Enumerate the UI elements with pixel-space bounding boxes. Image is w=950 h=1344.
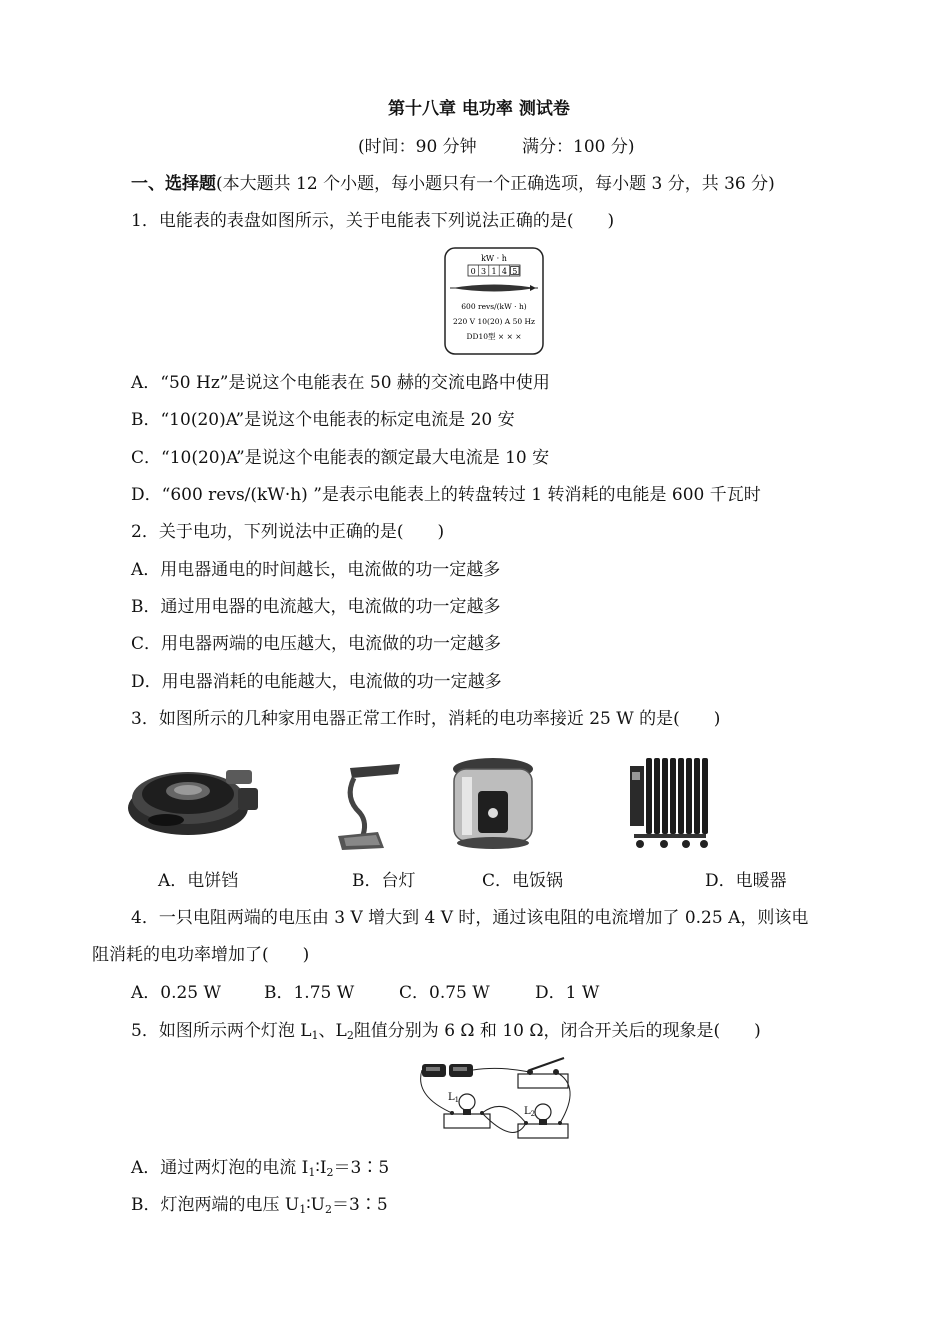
q2-stem: 2．关于电功，下列说法中正确的是( ) bbox=[131, 522, 445, 542]
q5-stem bbox=[131, 1020, 761, 1042]
q3-option-b: B．台灯 bbox=[352, 871, 416, 891]
q2-option-d: D．用电器消耗的电能越大，电流做的功一定越多 bbox=[131, 672, 502, 692]
q2-option-c: C．用电器两端的电压越大，电流做的功一定越多 bbox=[131, 634, 502, 654]
q1-stem: 1．电能表的表盘如图所示，关于电能表下列说法正确的是( ) bbox=[131, 211, 615, 231]
q5-option-b-part: ∶U bbox=[306, 1195, 325, 1215]
q3-option-a: A．电饼铛 bbox=[158, 871, 239, 891]
page-title: 第十八章 电功率 测试卷 bbox=[388, 99, 570, 119]
meter-digit: 0 bbox=[470, 267, 476, 276]
q5-stem-part: 阻值分别为 6 Ω 和 10 Ω，闭合开关后的现象是( ) bbox=[353, 1021, 761, 1041]
q4-option-d: D．1 W bbox=[535, 983, 600, 1003]
section-label: 一、选择题 bbox=[131, 174, 216, 194]
battery-icon bbox=[422, 1064, 473, 1077]
oil-heater-icon bbox=[628, 752, 713, 850]
meter-unit: kW · h bbox=[481, 254, 507, 263]
q2-option-b: B．通过用电器的电流越大，电流做的功一定越多 bbox=[131, 597, 501, 617]
q5-option-a-part: A．通过两灯泡的电流 I bbox=[131, 1158, 309, 1178]
q5-option-a-part: ∶I bbox=[315, 1158, 327, 1178]
meter-line3: DD10型 × × × bbox=[466, 332, 522, 341]
q5-subscript: 1 bbox=[299, 1203, 307, 1216]
lamp-l1-label: $L_1$ bbox=[448, 1092, 460, 1104]
q5-stem-part: 5．如图所示两个灯泡 L bbox=[131, 1021, 312, 1041]
pancake-maker-icon bbox=[126, 758, 261, 843]
q5-option-a bbox=[131, 1157, 389, 1179]
q5-option-a-part: ＝3∶5 bbox=[333, 1158, 390, 1178]
q3-stem: 3．如图所示的几种家用电器正常工作时，消耗的电功率接近 25 W 的是( ) bbox=[131, 709, 721, 729]
q4-stem-line2: 阻消耗的电功率增加了( ) bbox=[92, 945, 310, 965]
exam-score: 满分：100 分) bbox=[522, 137, 635, 157]
lamp-l2-label: $L_2$ bbox=[524, 1106, 536, 1118]
q5-option-b-part: ＝3∶5 bbox=[332, 1195, 388, 1215]
meter-digits bbox=[468, 265, 520, 276]
meter-line2: 220 V 10(20) A 50 Hz bbox=[452, 317, 536, 326]
q5-option-b-part: B．灯泡两端的电压 U bbox=[131, 1195, 300, 1215]
meter-digit: 5 bbox=[512, 267, 518, 276]
q2-option-a: A．用电器通电的时间越长，电流做的功一定越多 bbox=[131, 560, 501, 580]
section-heading bbox=[131, 173, 775, 195]
q4-option-c: C．0.75 W bbox=[399, 983, 490, 1003]
q3-option-d: D．电暖器 bbox=[705, 871, 787, 891]
electric-meter-figure bbox=[444, 247, 544, 355]
q4-option-b: B．1.75 W bbox=[264, 983, 355, 1003]
rice-cooker-icon bbox=[448, 755, 538, 855]
circuit-diagram bbox=[414, 1056, 582, 1144]
meter-line1: 600 revs/(kW · h) bbox=[461, 302, 527, 311]
q5-subscript: 1 bbox=[308, 1166, 316, 1179]
q5-subscript: 2 bbox=[346, 1029, 354, 1042]
meter-digit: 3 bbox=[481, 267, 487, 276]
exam-time: (时间：90 分钟 bbox=[358, 137, 477, 157]
q1-option-b: B．“10(20)A”是说这个电能表的标定电流是 20 安 bbox=[131, 410, 515, 430]
meter-digit: 4 bbox=[501, 267, 507, 276]
q3-option-c: C．电饭锅 bbox=[482, 871, 564, 891]
q1-option-c: C．“10(20)A”是说这个电能表的额定最大电流是 10 安 bbox=[131, 448, 550, 468]
q5-subscript: 2 bbox=[326, 1166, 334, 1179]
section-note: (本大题共 12 个小题，每小题只有一个正确选项，每小题 3 分，共 36 分) bbox=[216, 174, 775, 194]
switch-icon bbox=[518, 1058, 568, 1088]
desk-lamp-icon bbox=[330, 758, 405, 853]
q1-option-a: A．“50 Hz”是说这个电能表在 50 赫的交流电路中使用 bbox=[131, 373, 550, 393]
q1-option-d: D．“600 revs/(kW·h) ”是表示电能表上的转盘转过 1 转消耗的电能是 600 千瓦时 bbox=[131, 485, 761, 505]
q5-subscript: 2 bbox=[325, 1203, 332, 1216]
meter-digit: 1 bbox=[491, 267, 497, 276]
q5-subscript: 1 bbox=[311, 1029, 319, 1042]
q4-option-a: A．0.25 W bbox=[131, 983, 222, 1003]
q5-option-b bbox=[131, 1194, 388, 1216]
q5-stem-part: 、L bbox=[318, 1021, 347, 1041]
q4-stem-line1: 4．一只电阻两端的电压由 3 V 增大到 4 V 时，通过该电阻的电流增加了 0.25 A，则该电 bbox=[131, 908, 809, 928]
